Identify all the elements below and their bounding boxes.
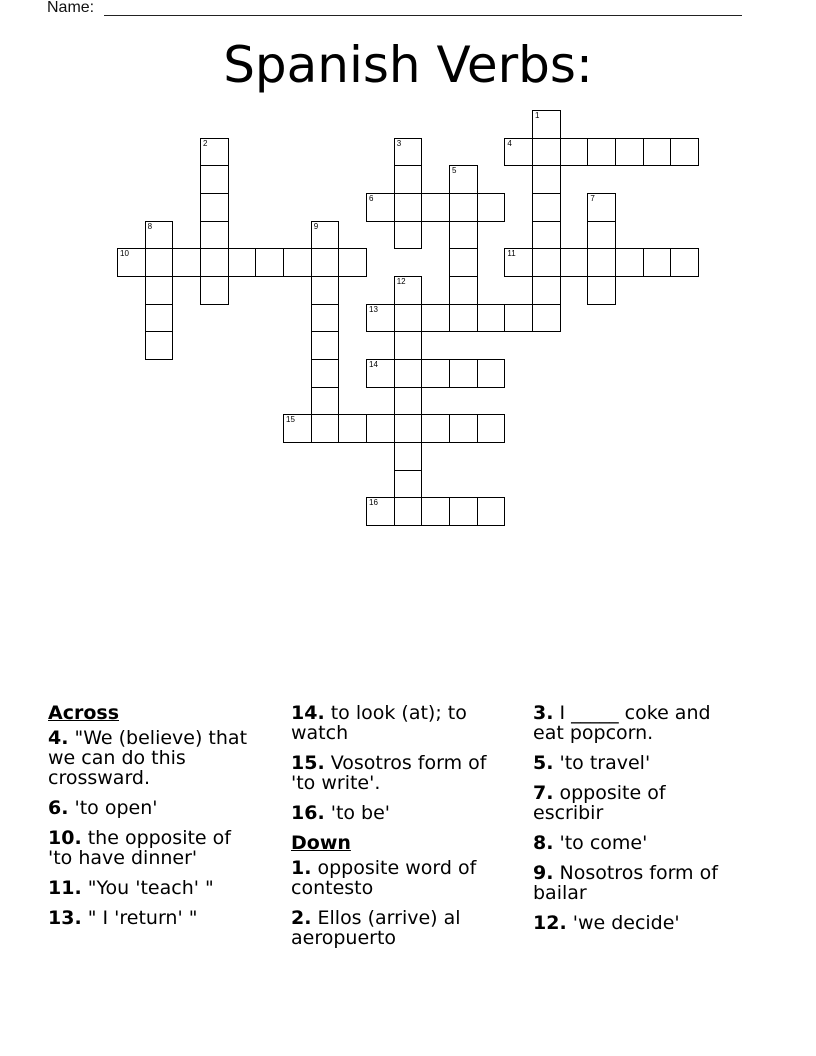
grid-number: 8 bbox=[147, 221, 153, 231]
crossword-cell[interactable] bbox=[615, 248, 644, 277]
crossword-cell[interactable] bbox=[477, 193, 506, 222]
clue-number: 11. bbox=[48, 877, 82, 899]
crossword-cell[interactable] bbox=[394, 414, 423, 443]
across-clue-15 bbox=[291, 753, 503, 793]
down-clue-7 bbox=[533, 783, 703, 823]
grid-number: 7 bbox=[590, 194, 595, 203]
crossword-cell[interactable] bbox=[560, 138, 589, 167]
crossword-cell[interactable] bbox=[283, 248, 312, 277]
crossword-cell[interactable] bbox=[643, 248, 672, 277]
crossword-cell[interactable] bbox=[587, 221, 616, 250]
grid-number: 15 bbox=[286, 415, 295, 425]
crossword-cell[interactable] bbox=[587, 276, 616, 305]
grid-number: 3 bbox=[396, 138, 402, 148]
grid-number: 6 bbox=[369, 194, 374, 203]
clue-text: " I 'return' " bbox=[87, 907, 198, 929]
crossword-cell[interactable] bbox=[449, 221, 478, 250]
grid-number: 9 bbox=[313, 221, 319, 231]
crossword-cell[interactable] bbox=[449, 165, 478, 194]
crossword-cell[interactable] bbox=[394, 442, 423, 471]
crossword-cell[interactable] bbox=[200, 193, 229, 222]
crossword-cell[interactable] bbox=[421, 304, 450, 333]
down-clue-3 bbox=[533, 703, 728, 743]
clue-number: 5. bbox=[533, 752, 554, 774]
crossword-cell[interactable] bbox=[449, 248, 478, 277]
crossword-cell[interactable] bbox=[421, 193, 450, 222]
crossword-cell[interactable] bbox=[394, 304, 423, 333]
crossword-cell[interactable] bbox=[449, 193, 478, 222]
down-clue-9 bbox=[533, 863, 745, 903]
across-heading: Across bbox=[48, 702, 120, 724]
crossword-cell[interactable] bbox=[366, 414, 395, 443]
clue-number: 4. bbox=[48, 727, 69, 749]
clue-number: 3. bbox=[533, 702, 554, 724]
clue-text: the opposite of 'to have dinner' bbox=[48, 827, 231, 869]
crossword-cell[interactable] bbox=[394, 165, 423, 194]
crossword-cell[interactable] bbox=[394, 359, 423, 388]
crossword-cell[interactable] bbox=[394, 193, 423, 222]
clue-number: 15. bbox=[291, 752, 325, 774]
clue-text: 'to come' bbox=[559, 832, 648, 854]
crossword-cell[interactable] bbox=[670, 138, 699, 167]
grid-number: 16 bbox=[369, 498, 378, 508]
page-title: Spanish Verbs: bbox=[223, 36, 593, 94]
clue-column-1 bbox=[48, 703, 260, 938]
crossword-cell[interactable] bbox=[394, 497, 423, 526]
clue-number: 16. bbox=[291, 802, 325, 824]
clue-text: 'to travel' bbox=[559, 752, 651, 774]
clue-number: 9. bbox=[533, 862, 554, 884]
down-clue-2 bbox=[291, 908, 503, 948]
clue-text: 'to open' bbox=[74, 797, 158, 819]
crossword-cell[interactable] bbox=[587, 138, 616, 167]
clue-text: opposite word of contesto bbox=[291, 857, 477, 899]
clue-number: 10. bbox=[48, 827, 82, 849]
across-clue-11 bbox=[48, 878, 260, 898]
clue-number: 8. bbox=[533, 832, 554, 854]
crossword-cell[interactable] bbox=[449, 497, 478, 526]
crossword-cell[interactable] bbox=[200, 165, 229, 194]
crossword-cell[interactable] bbox=[560, 248, 589, 277]
crossword-cell[interactable] bbox=[421, 414, 450, 443]
crossword-cell[interactable] bbox=[587, 248, 616, 277]
down-heading: Down bbox=[291, 832, 351, 854]
crossword-cell[interactable] bbox=[532, 276, 561, 305]
clue-text: Ellos (arrive) al aeropuerto bbox=[291, 907, 461, 949]
crossword-cell[interactable] bbox=[200, 221, 229, 250]
crossword-cell[interactable] bbox=[145, 304, 174, 333]
clue-text: Nosotros form of bailar bbox=[533, 862, 718, 904]
crossword-cell[interactable] bbox=[366, 497, 395, 526]
clue-number: 7. bbox=[533, 782, 554, 804]
grid-number: 4 bbox=[507, 138, 512, 148]
across-clue-16 bbox=[291, 803, 503, 823]
crossword-cell[interactable] bbox=[532, 110, 561, 139]
grid-number: 5 bbox=[452, 166, 457, 176]
crossword-cell[interactable] bbox=[504, 304, 533, 333]
down-clue-5 bbox=[533, 753, 745, 773]
crossword-cell[interactable] bbox=[200, 248, 229, 277]
crossword-cell[interactable] bbox=[615, 138, 644, 167]
down-clue-8 bbox=[533, 833, 745, 853]
crossword-cell[interactable] bbox=[394, 331, 423, 360]
crossword-cell[interactable] bbox=[449, 304, 478, 333]
clue-text: "We (believe) that we can do this crossward. bbox=[48, 727, 248, 789]
crossword-cell[interactable] bbox=[504, 248, 533, 277]
crossword-cell[interactable] bbox=[311, 414, 340, 443]
name-label: Name: bbox=[47, 0, 95, 16]
crossword-cell[interactable] bbox=[670, 248, 699, 277]
crossword-cell[interactable] bbox=[477, 304, 506, 333]
crossword-cell[interactable] bbox=[311, 331, 340, 360]
crossword-cell[interactable] bbox=[172, 248, 201, 277]
crossword-cell[interactable] bbox=[145, 248, 174, 277]
clue-column-3 bbox=[533, 703, 745, 943]
down-clue-1 bbox=[291, 858, 503, 898]
clue-text: I _____ coke and eat popcorn. bbox=[533, 702, 711, 744]
crossword-cell[interactable] bbox=[421, 497, 450, 526]
clue-number: 13. bbox=[48, 907, 82, 929]
crossword-cell[interactable] bbox=[311, 359, 340, 388]
grid-number: 1 bbox=[535, 111, 540, 120]
clue-number: 2. bbox=[291, 907, 312, 929]
crossword-cell[interactable] bbox=[587, 193, 616, 222]
across-clue-4 bbox=[48, 728, 260, 788]
grid-number: 14 bbox=[369, 360, 378, 370]
grid-number: 10 bbox=[120, 249, 129, 259]
crossword-cell[interactable] bbox=[117, 248, 146, 277]
clue-number: 6. bbox=[48, 797, 69, 819]
crossword-cell[interactable] bbox=[145, 221, 174, 250]
clue-text: 'we decide' bbox=[572, 912, 680, 934]
grid-number: 11 bbox=[507, 249, 516, 259]
clue-text: "You 'teach' " bbox=[87, 877, 214, 899]
crossword-cell[interactable] bbox=[338, 248, 367, 277]
crossword-cell[interactable] bbox=[228, 248, 257, 277]
clue-number: 12. bbox=[533, 912, 567, 934]
crossword-cell[interactable] bbox=[532, 221, 561, 250]
clue-text: 'to be' bbox=[330, 802, 391, 824]
crossword-cell[interactable] bbox=[200, 276, 229, 305]
crossword-cell[interactable] bbox=[421, 359, 450, 388]
crossword-cell[interactable] bbox=[477, 497, 506, 526]
crossword-cell[interactable] bbox=[311, 276, 340, 305]
crossword-cell[interactable] bbox=[532, 304, 561, 333]
grid-number: 12 bbox=[396, 277, 406, 287]
across-clue-13 bbox=[48, 908, 260, 928]
crossword-cell[interactable] bbox=[366, 193, 395, 222]
crossword-cell[interactable] bbox=[145, 276, 174, 305]
crossword-cell[interactable] bbox=[394, 138, 423, 167]
crossword-cell[interactable] bbox=[200, 138, 229, 167]
crossword-cell[interactable] bbox=[449, 276, 478, 305]
crossword-cell[interactable] bbox=[145, 331, 174, 360]
crossword-cell[interactable] bbox=[449, 359, 478, 388]
clue-number: 14. bbox=[291, 702, 325, 724]
across-clue-10 bbox=[48, 828, 243, 868]
name-field[interactable] bbox=[104, 15, 742, 16]
clue-number: 1. bbox=[291, 857, 312, 879]
crossword-cell[interactable] bbox=[394, 470, 423, 499]
clue-text: Vosotros form of 'to write'. bbox=[291, 752, 487, 794]
crossword-cell[interactable] bbox=[394, 387, 423, 416]
clue-column-2 bbox=[291, 703, 503, 958]
crossword-cell[interactable] bbox=[255, 248, 284, 277]
grid-number: 2 bbox=[203, 138, 208, 148]
crossword-cell[interactable] bbox=[394, 276, 423, 305]
crossword-cell[interactable] bbox=[643, 138, 672, 167]
crossword-cell[interactable] bbox=[311, 248, 340, 277]
grid-number: 13 bbox=[369, 304, 378, 314]
crossword-cell[interactable] bbox=[311, 221, 340, 250]
crossword-cell[interactable] bbox=[532, 193, 561, 222]
crossword-cell[interactable] bbox=[477, 414, 506, 443]
crossword-cell[interactable] bbox=[283, 414, 312, 443]
crossword-cell[interactable] bbox=[394, 221, 423, 250]
crossword-cell[interactable] bbox=[338, 414, 367, 443]
clue-text: to look (at); to watch bbox=[291, 702, 467, 744]
crossword-cell[interactable] bbox=[311, 387, 340, 416]
clue-text: opposite of escribir bbox=[533, 782, 666, 824]
crossword-cell[interactable] bbox=[366, 304, 395, 333]
crossword-cell[interactable] bbox=[504, 138, 533, 167]
across-clue-6 bbox=[48, 798, 260, 818]
crossword-cell[interactable] bbox=[532, 138, 561, 167]
crossword-cell[interactable] bbox=[532, 165, 561, 194]
crossword-cell[interactable] bbox=[449, 414, 478, 443]
crossword-cell[interactable] bbox=[366, 359, 395, 388]
crossword-cell[interactable] bbox=[477, 359, 506, 388]
crossword-cell[interactable] bbox=[311, 304, 340, 333]
down-clue-12 bbox=[533, 913, 745, 933]
crossword-cell[interactable] bbox=[532, 248, 561, 277]
across-clue-14 bbox=[291, 703, 503, 743]
